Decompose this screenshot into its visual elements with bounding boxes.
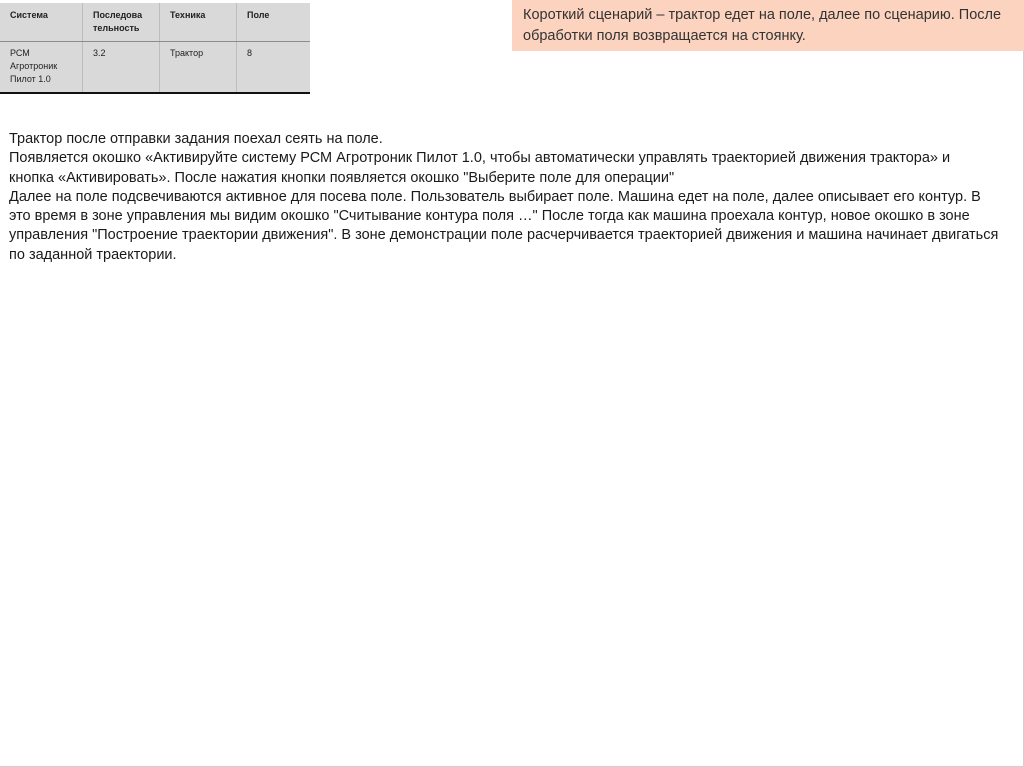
scenario-note: Короткий сценарий – трактор едет на поле, далее по сценарию. После обработки поля возвращается на стоянку. <box>512 0 1024 51</box>
description-paragraph: Появляется окошко «Активируйте систему РСМ Агротроник Пилот 1.0, чтобы автоматически управлять траекторией движения трактора» и кнопка «Активировать». После нажатия кнопки появляется окошко "Выберите поле для операции" <box>9 150 951 186</box>
cell-field: 8 <box>237 42 311 94</box>
cell-sequence: 3.2 <box>83 42 160 94</box>
description-text <box>9 130 999 265</box>
description-paragraph: Трактор после отправки задания поехал сеять на поле. <box>9 131 383 147</box>
description-paragraph: Далее на поле подсвечиваются активное для посева поле. Пользователь выбирает поле. Машина едет на поле, далее описывает его контур. В это время в зоне управления мы видим окошко "Считывание контура поля …" После тогда как машина проехала контур, новое окошко в зоне управления "Построение траектории движения". В зоне демонстрации поле расчерчивается траекторией движения и машина начинает двигаться по заданной траектории. <box>9 188 999 263</box>
header-machinery: Техника <box>160 3 237 42</box>
info-table <box>0 3 310 94</box>
table-header-row <box>0 3 310 42</box>
table-row <box>0 42 310 94</box>
header-system: Система <box>0 3 83 42</box>
cell-system: РСМ Агротроник Пилот 1.0 <box>0 42 83 94</box>
header-sequence: Последова тельность <box>83 3 160 42</box>
cell-machinery: Трактор <box>160 42 237 94</box>
header-field: Поле <box>237 3 311 42</box>
